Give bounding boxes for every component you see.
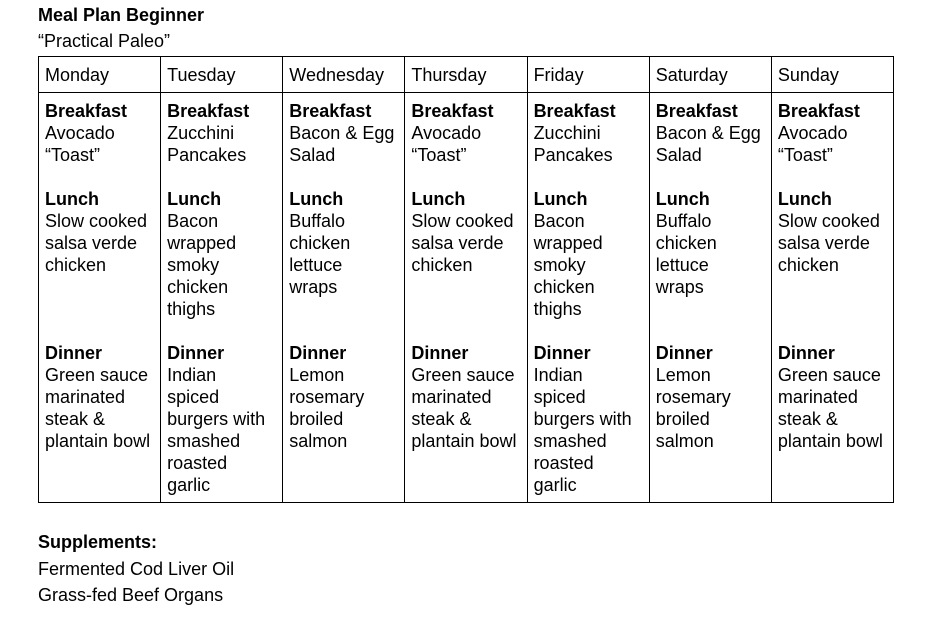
breakfast-block	[411, 100, 522, 166]
dinner-item: Indian spiced burgers with smashed roasted garlic	[533, 365, 632, 495]
column-header-sunday: Sunday	[771, 57, 893, 93]
breakfast-item: Zucchini Pancakes	[167, 123, 247, 165]
lunch-block	[411, 188, 522, 320]
lunch-item: Buffalo chicken lettuce wraps	[655, 211, 717, 297]
list-item: Fermented Cod Liver Oil	[38, 559, 235, 579]
table-header-row	[39, 57, 894, 93]
breakfast-label: Breakfast	[45, 101, 128, 121]
breakfast-item: Bacon & Egg Salad	[289, 123, 395, 165]
breakfast-label: Breakfast	[655, 101, 738, 121]
list-item: Grass-fed Beef Organs	[38, 585, 224, 605]
column-header-monday: Monday	[39, 57, 161, 93]
breakfast-block	[534, 100, 645, 166]
document-title: Meal Plan Beginner	[38, 5, 205, 25]
lunch-label: Lunch	[777, 189, 832, 209]
column-header-tuesday: Tuesday	[161, 57, 283, 93]
dinner-label: Dinner	[289, 343, 347, 363]
meal-plan-table	[38, 56, 894, 503]
dinner-block	[289, 342, 400, 452]
lunch-block	[289, 188, 400, 320]
breakfast-item: Avocado “Toast”	[777, 123, 848, 165]
day-cell-monday	[39, 93, 161, 503]
lunch-block	[656, 188, 767, 320]
lunch-label: Lunch	[655, 189, 710, 209]
lunch-item: Bacon wrapped smoky chicken thighs	[533, 211, 603, 319]
dinner-block	[534, 342, 645, 496]
breakfast-label: Breakfast	[289, 101, 372, 121]
dinner-label: Dinner	[777, 343, 835, 363]
dinner-item: Lemon rosemary broiled salmon	[655, 365, 731, 451]
breakfast-item: Bacon & Egg Salad	[655, 123, 761, 165]
dinner-block	[778, 342, 889, 452]
dinner-block	[656, 342, 767, 452]
lunch-label: Lunch	[533, 189, 588, 209]
table-row	[39, 93, 894, 503]
breakfast-label: Breakfast	[167, 101, 250, 121]
dinner-label: Dinner	[533, 343, 591, 363]
lunch-block	[778, 188, 889, 320]
day-cell-friday	[527, 93, 649, 503]
day-cell-wednesday	[283, 93, 405, 503]
lunch-item: Bacon wrapped smoky chicken thighs	[167, 211, 237, 319]
breakfast-label: Breakfast	[777, 101, 860, 121]
breakfast-block	[289, 100, 400, 166]
dinner-block	[45, 342, 156, 452]
dinner-label: Dinner	[411, 343, 469, 363]
column-header-saturday: Saturday	[649, 57, 771, 93]
day-cell-saturday	[649, 93, 771, 503]
day-cell-sunday	[771, 93, 893, 503]
dinner-item: Green sauce marinated steak & plantain bowl	[777, 365, 883, 451]
lunch-label: Lunch	[289, 189, 344, 209]
lunch-item: Buffalo chicken lettuce wraps	[289, 211, 351, 297]
column-header-friday: Friday	[527, 57, 649, 93]
breakfast-label: Breakfast	[411, 101, 494, 121]
dinner-label: Dinner	[167, 343, 225, 363]
breakfast-block	[778, 100, 889, 166]
breakfast-block	[167, 100, 278, 166]
lunch-item: Slow cooked salsa verde chicken	[777, 211, 880, 275]
lunch-label: Lunch	[411, 189, 466, 209]
lunch-block	[45, 188, 156, 320]
breakfast-item: Avocado “Toast”	[411, 123, 482, 165]
lunch-label: Lunch	[45, 189, 99, 209]
dinner-block	[411, 342, 522, 452]
lunch-item: Slow cooked salsa verde chicken	[45, 211, 148, 275]
day-cell-thursday	[405, 93, 527, 503]
dinner-label: Dinner	[655, 343, 713, 363]
column-header-thursday: Thursday	[405, 57, 527, 93]
lunch-label: Lunch	[167, 189, 222, 209]
breakfast-block	[45, 100, 156, 166]
supplements-list	[38, 556, 234, 608]
lunch-block	[534, 188, 645, 320]
breakfast-label: Breakfast	[533, 101, 616, 121]
supplements-heading: Supplements:	[38, 532, 158, 552]
dinner-label: Dinner	[45, 343, 103, 363]
dinner-item: Green sauce marinated steak & plantain bowl	[411, 365, 517, 451]
dinner-item: Green sauce marinated steak & plantain bowl	[45, 365, 151, 451]
document-subtitle: “Practical Paleo”	[38, 31, 171, 51]
lunch-block	[167, 188, 278, 320]
dinner-item: Lemon rosemary broiled salmon	[289, 365, 365, 451]
breakfast-item: Zucchini Pancakes	[533, 123, 613, 165]
breakfast-block	[656, 100, 767, 166]
day-cell-tuesday	[161, 93, 283, 503]
breakfast-item: Avocado “Toast”	[45, 123, 115, 165]
column-header-wednesday: Wednesday	[283, 57, 405, 93]
lunch-item: Slow cooked salsa verde chicken	[411, 211, 514, 275]
dinner-item: Indian spiced burgers with smashed roasted garlic	[167, 365, 266, 495]
dinner-block	[167, 342, 278, 496]
